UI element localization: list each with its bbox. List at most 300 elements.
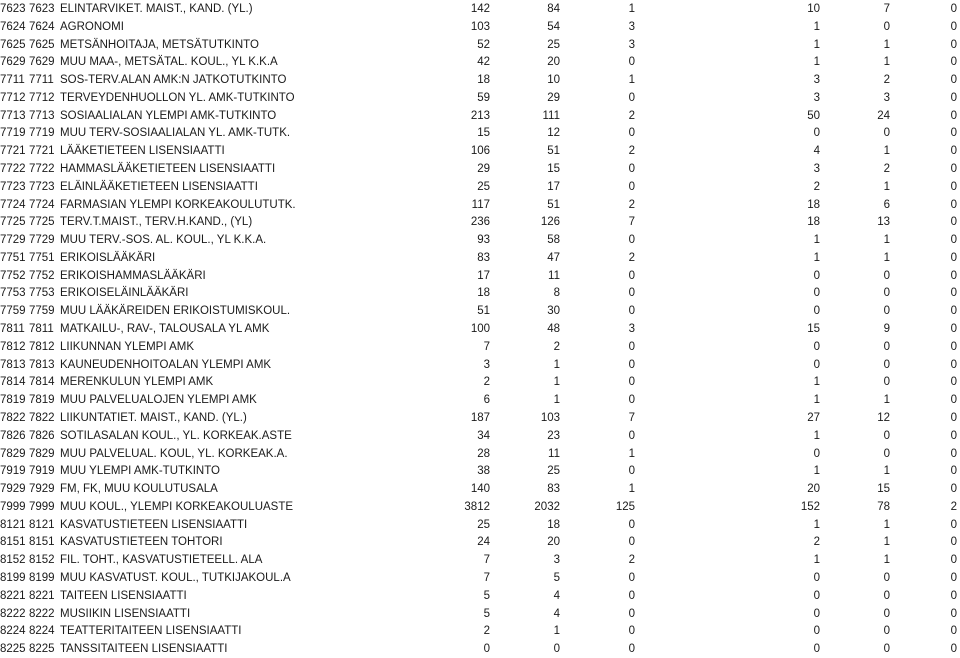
- row-name: MUSIIKIN LISENSIAATTI: [60, 607, 191, 620]
- row-code-repeat: 7999: [29, 500, 55, 513]
- table-row: [0, 516, 960, 534]
- row-value-3: 0: [628, 358, 635, 371]
- row-value-2: 48: [547, 323, 560, 336]
- row-value-1: 15: [477, 127, 490, 140]
- table-row: [0, 338, 960, 356]
- row-name: MUU PALVELUALOJEN YLEMPI AMK: [60, 394, 257, 407]
- row-value-4: 0: [813, 269, 820, 282]
- table-row: [0, 551, 960, 569]
- row-value-5: 13: [877, 216, 890, 229]
- row-value-6: 0: [950, 429, 957, 442]
- row-code: 7722: [0, 163, 26, 176]
- row-code-repeat: 7751: [29, 251, 55, 264]
- row-code: 7751: [0, 251, 26, 264]
- row-name: TAITEEN LISENSIAATTI: [60, 589, 187, 602]
- row-value-6: 0: [950, 358, 957, 371]
- row-value-2: 58: [547, 234, 560, 247]
- row-name: SOSIAALIALAN YLEMPI AMK-TUTKINTO: [60, 109, 277, 122]
- row-value-6: 0: [950, 163, 957, 176]
- row-value-2: 10: [547, 74, 560, 87]
- row-value-1: 7: [483, 340, 490, 353]
- row-value-6: 0: [950, 269, 957, 282]
- row-code: 7729: [0, 234, 26, 247]
- row-value-5: 0: [883, 358, 890, 371]
- row-name: HAMMASLÄÄKETIETEEN LISENSIAATTI: [60, 163, 276, 176]
- row-value-1: 187: [470, 411, 490, 424]
- row-code-repeat: 7919: [29, 465, 55, 478]
- row-value-4: 20: [807, 483, 820, 496]
- row-value-1: 25: [477, 180, 490, 193]
- row-value-2: 5: [553, 571, 560, 584]
- row-value-4: 1: [813, 251, 820, 264]
- table-row: [0, 89, 960, 107]
- row-value-4: 0: [813, 127, 820, 140]
- row-value-5: 1: [883, 465, 890, 478]
- row-value-2: 83: [547, 483, 560, 496]
- row-value-4: 1: [813, 465, 820, 478]
- row-value-1: 52: [477, 38, 490, 51]
- row-value-2: 2032: [534, 500, 560, 513]
- row-code: 7919: [0, 465, 26, 478]
- row-code: 8151: [0, 536, 26, 549]
- row-value-3: 1: [628, 3, 635, 15]
- table-row: [0, 391, 960, 409]
- row-code-repeat: 8225: [29, 643, 55, 656]
- row-value-3: 0: [628, 305, 635, 318]
- row-value-1: 42: [477, 56, 490, 69]
- row-code-repeat: 8224: [29, 625, 55, 638]
- row-value-6: 0: [950, 216, 957, 229]
- row-value-3: 0: [628, 91, 635, 104]
- row-value-2: 20: [547, 56, 560, 69]
- row-value-2: 15: [547, 163, 560, 176]
- row-value-4: 0: [813, 340, 820, 353]
- row-value-4: 1: [813, 394, 820, 407]
- row-code: 7759: [0, 305, 26, 318]
- row-value-4: 0: [813, 571, 820, 584]
- row-value-3: 0: [628, 340, 635, 353]
- row-value-4: 0: [813, 358, 820, 371]
- row-value-3: 7: [628, 216, 635, 229]
- row-name: MUU PALVELUAL. KOUL, YL. KORKEAK.A.: [60, 447, 288, 460]
- row-value-3: 0: [628, 536, 635, 549]
- table-row: [0, 124, 960, 142]
- row-value-1: 100: [470, 323, 490, 336]
- row-value-4: 1: [813, 518, 820, 531]
- row-value-2: 18: [547, 518, 560, 531]
- row-value-3: 3: [628, 38, 635, 51]
- row-value-6: 0: [950, 625, 957, 638]
- row-value-4: 1: [813, 376, 820, 389]
- table-row: [0, 71, 960, 89]
- row-value-3: 0: [628, 269, 635, 282]
- row-value-3: 3: [628, 323, 635, 336]
- row-value-1: 93: [477, 234, 490, 247]
- row-value-2: 103: [540, 411, 560, 424]
- row-value-4: 15: [807, 323, 820, 336]
- table-row: [0, 142, 960, 160]
- row-name: KAUNEUDENHOITOALAN YLEMPI AMK: [60, 358, 272, 371]
- table-row: [0, 36, 960, 54]
- row-value-5: 1: [883, 554, 890, 567]
- row-value-2: 4: [553, 589, 560, 602]
- row-value-6: 0: [950, 340, 957, 353]
- table-row: [0, 373, 960, 391]
- row-value-4: 2: [813, 536, 820, 549]
- row-value-4: 0: [813, 589, 820, 602]
- table-row: [0, 213, 960, 231]
- row-value-3: 0: [628, 394, 635, 407]
- row-value-3: 0: [628, 465, 635, 478]
- row-value-1: 3: [483, 358, 490, 371]
- row-name: MERENKULUN YLEMPI AMK: [60, 376, 214, 389]
- row-value-5: 9: [883, 323, 890, 336]
- row-value-5: 1: [883, 518, 890, 531]
- row-value-4: 27: [807, 411, 820, 424]
- row-value-6: 0: [950, 411, 957, 424]
- row-code: 7629: [0, 56, 26, 69]
- row-value-6: 0: [950, 465, 957, 478]
- row-code: 7814: [0, 376, 26, 389]
- row-value-5: 24: [877, 109, 890, 122]
- table-row: [0, 445, 960, 463]
- row-value-4: 1: [813, 20, 820, 33]
- row-value-1: 34: [477, 429, 490, 442]
- table-row: [0, 409, 960, 427]
- row-code-repeat: 8151: [29, 536, 55, 549]
- row-value-6: 0: [950, 305, 957, 318]
- row-code-repeat: 7624: [29, 20, 55, 33]
- row-value-2: 11: [548, 269, 560, 282]
- row-value-5: 1: [883, 56, 890, 69]
- row-value-6: 0: [950, 447, 957, 460]
- row-code-repeat: 7712: [29, 91, 55, 104]
- table-row: [0, 569, 960, 587]
- row-code-repeat: 7629: [29, 56, 55, 69]
- row-value-6: 0: [950, 145, 957, 158]
- row-value-5: 12: [877, 411, 890, 424]
- row-value-2: 17: [547, 180, 560, 193]
- row-value-6: 0: [950, 394, 957, 407]
- row-code: 7723: [0, 180, 26, 193]
- row-name: TERV.T.MAIST., TERV.H.KAND., (YL): [60, 216, 253, 229]
- row-value-3: 1: [628, 447, 635, 460]
- row-value-1: 24: [477, 536, 490, 549]
- row-value-4: 10: [807, 3, 820, 15]
- row-name: LIIKUNNAN YLEMPI AMK: [60, 340, 194, 353]
- row-code: 7929: [0, 483, 26, 496]
- row-code: 7812: [0, 340, 26, 353]
- row-value-3: 0: [628, 625, 635, 638]
- row-value-6: 0: [950, 198, 957, 211]
- row-code-repeat: 7724: [29, 198, 55, 211]
- row-code: 7712: [0, 91, 26, 104]
- row-name: MUU KASVATUST. KOUL., TUTKIJAKOUL.A: [60, 571, 291, 584]
- row-code: 8199: [0, 571, 26, 584]
- row-value-6: 0: [950, 287, 957, 300]
- row-name: MUU TERV.-SOS. AL. KOUL., YL K.K.A.: [60, 234, 267, 247]
- row-value-1: 7: [483, 571, 490, 584]
- row-value-4: 152: [800, 500, 820, 513]
- row-value-4: 3: [813, 163, 820, 176]
- row-value-5: 1: [883, 234, 890, 247]
- row-value-5: 2: [883, 163, 890, 176]
- row-code: 8222: [0, 607, 26, 620]
- row-value-6: 0: [950, 20, 957, 33]
- row-value-2: 25: [547, 38, 560, 51]
- row-value-2: 29: [547, 91, 560, 104]
- row-value-1: 236: [470, 216, 490, 229]
- row-value-1: 6: [483, 394, 490, 407]
- row-value-4: 3: [813, 74, 820, 87]
- row-value-5: 3: [883, 91, 890, 104]
- row-value-5: 1: [883, 38, 890, 51]
- row-code: 7711: [0, 74, 25, 87]
- row-value-6: 0: [950, 607, 957, 620]
- row-value-3: 0: [628, 429, 635, 442]
- table-row: [0, 107, 960, 125]
- table-row: [0, 462, 960, 480]
- row-value-2: 25: [547, 465, 560, 478]
- row-value-2: 51: [547, 198, 560, 211]
- row-name: LÄÄKETIETEEN LISENSIAATTI: [60, 145, 225, 158]
- row-code-repeat: 8121: [29, 518, 55, 531]
- row-value-3: 7: [628, 411, 635, 424]
- table-row: [0, 640, 960, 658]
- row-value-3: 0: [628, 163, 635, 176]
- row-value-6: 0: [950, 376, 957, 389]
- row-value-5: 2: [883, 74, 890, 87]
- row-value-3: 0: [628, 180, 635, 193]
- table-row: [0, 605, 960, 623]
- row-value-1: 38: [477, 465, 490, 478]
- row-code-repeat: 7752: [29, 269, 55, 282]
- table-row: [0, 498, 960, 516]
- row-code-repeat: 7826: [29, 429, 55, 442]
- row-name: ELINTARVIKET. MAIST., KAND. (YL.): [60, 3, 253, 15]
- row-value-4: 0: [813, 643, 820, 656]
- row-value-4: 50: [807, 109, 820, 122]
- row-value-1: 83: [477, 251, 490, 264]
- row-value-5: 0: [883, 429, 890, 442]
- row-code-repeat: 8199: [29, 571, 55, 584]
- row-value-5: 0: [883, 376, 890, 389]
- row-code: 7719: [0, 127, 26, 140]
- row-name: ERIKOISELÄINLÄÄKÄRI: [60, 287, 189, 300]
- row-value-4: 1: [813, 429, 820, 442]
- row-value-1: 140: [470, 483, 490, 496]
- row-value-1: 29: [477, 163, 490, 176]
- table-row: [0, 18, 960, 36]
- row-value-1: 5: [483, 589, 490, 602]
- row-value-5: 0: [883, 127, 890, 140]
- row-value-5: 6: [883, 198, 890, 211]
- row-value-5: 7: [883, 3, 890, 15]
- row-value-3: 0: [628, 607, 635, 620]
- row-name: TANSSITAITEEN LISENSIAATTI: [60, 643, 228, 656]
- row-value-5: 0: [883, 571, 890, 584]
- row-name: MUU KOUL., YLEMPI KORKEAKOULUASTE: [60, 500, 294, 513]
- row-code-repeat: 7725: [29, 216, 55, 229]
- table-row: [0, 533, 960, 551]
- row-value-1: 51: [477, 305, 490, 318]
- row-value-3: 3: [628, 20, 635, 33]
- row-value-1: 2: [483, 625, 490, 638]
- row-code: 8221: [0, 589, 26, 602]
- row-name: MUU TERV-SOSIAALIALAN YL. AMK-TUTK.: [60, 127, 291, 140]
- row-value-5: 0: [883, 20, 890, 33]
- row-value-6: 0: [950, 536, 957, 549]
- row-value-6: 0: [950, 589, 957, 602]
- row-value-5: 0: [883, 340, 890, 353]
- row-value-6: 0: [950, 127, 957, 140]
- row-value-5: 1: [883, 251, 890, 264]
- row-value-1: 142: [470, 3, 490, 15]
- row-value-6: 2: [950, 500, 957, 513]
- row-value-1: 18: [477, 287, 490, 300]
- row-value-6: 0: [950, 74, 957, 87]
- row-value-5: 1: [883, 394, 890, 407]
- row-value-2: 3: [553, 554, 560, 567]
- row-value-6: 0: [950, 643, 957, 656]
- row-value-3: 0: [628, 376, 635, 389]
- row-value-3: 1: [628, 74, 635, 87]
- table-row: [0, 0, 960, 18]
- row-value-4: 2: [813, 180, 820, 193]
- row-code-repeat: 7721: [29, 145, 55, 158]
- row-value-2: 11: [548, 447, 560, 460]
- row-value-6: 0: [950, 518, 957, 531]
- table-row: [0, 231, 960, 249]
- row-value-4: 0: [813, 447, 820, 460]
- row-name: AGRONOMI: [60, 20, 124, 33]
- row-value-2: 0: [553, 643, 560, 656]
- row-value-2: 20: [547, 536, 560, 549]
- row-code: 7725: [0, 216, 26, 229]
- row-value-1: 0: [483, 643, 490, 656]
- table-row: [0, 480, 960, 498]
- row-value-4: 3: [813, 91, 820, 104]
- row-value-2: 1: [553, 376, 560, 389]
- row-code-repeat: 7811: [29, 323, 54, 336]
- table-row: [0, 302, 960, 320]
- row-value-6: 0: [950, 109, 957, 122]
- row-value-1: 18: [477, 74, 490, 87]
- row-value-1: 103: [470, 20, 490, 33]
- row-value-6: 0: [950, 571, 957, 584]
- row-code: 8225: [0, 643, 26, 656]
- row-code-repeat: 7625: [29, 38, 55, 51]
- row-name: FARMASIAN YLEMPI KORKEAKOULUTUTK.: [60, 198, 296, 211]
- row-value-6: 0: [950, 3, 957, 15]
- row-value-4: 1: [813, 56, 820, 69]
- table-row: [0, 320, 960, 338]
- row-value-3: 0: [628, 56, 635, 69]
- row-code-repeat: 7814: [29, 376, 55, 389]
- row-value-3: 2: [628, 251, 635, 264]
- row-code-repeat: 7929: [29, 483, 55, 496]
- row-value-1: 28: [477, 447, 490, 460]
- row-code-repeat: 7822: [29, 411, 55, 424]
- row-value-3: 0: [628, 589, 635, 602]
- row-code: 7752: [0, 269, 26, 282]
- row-value-5: 0: [883, 643, 890, 656]
- row-value-1: 106: [470, 145, 490, 158]
- row-value-6: 0: [950, 251, 957, 264]
- row-value-6: 0: [950, 483, 957, 496]
- row-name: ERIKOISHAMMASLÄÄKÄRI: [60, 269, 206, 282]
- row-name: ELÄINLÄÄKETIETEEN LISENSIAATTI: [60, 180, 258, 193]
- row-value-3: 0: [628, 643, 635, 656]
- row-value-6: 0: [950, 56, 957, 69]
- row-code: 7753: [0, 287, 26, 300]
- row-code-repeat: 7819: [29, 394, 55, 407]
- row-value-3: 2: [628, 145, 635, 158]
- row-name: SOS-TERV.ALAN AMK:N JATKOTUTKINTO: [60, 74, 287, 87]
- row-code-repeat: 7713: [29, 109, 55, 122]
- row-value-3: 2: [628, 109, 635, 122]
- row-value-1: 7: [483, 554, 490, 567]
- row-value-1: 25: [477, 518, 490, 531]
- row-value-4: 1: [813, 554, 820, 567]
- row-name: MUU LÄÄKÄREIDEN ERIKOISTUMISKOUL.: [60, 305, 291, 318]
- row-code: 7811: [0, 323, 25, 336]
- row-value-4: 1: [813, 38, 820, 51]
- row-code: 7826: [0, 429, 26, 442]
- row-name: KASVATUSTIETEEN TOHTORI: [60, 536, 223, 549]
- table-row: [0, 178, 960, 196]
- table-row: [0, 587, 960, 605]
- row-value-5: 1: [883, 145, 890, 158]
- row-value-6: 0: [950, 38, 957, 51]
- row-code-repeat: 7623: [29, 3, 55, 15]
- row-name: SOTILASALAN KOUL., YL. KORKEAK.ASTE: [60, 429, 292, 442]
- row-value-2: 30: [547, 305, 560, 318]
- row-value-5: 0: [883, 589, 890, 602]
- row-value-5: 1: [883, 536, 890, 549]
- row-name: TEATTERITAITEEN LISENSIAATTI: [60, 625, 242, 638]
- row-value-3: 0: [628, 571, 635, 584]
- row-code: 7819: [0, 394, 26, 407]
- row-value-2: 47: [547, 251, 560, 264]
- row-code: 8152: [0, 554, 26, 567]
- row-code-repeat: 7729: [29, 234, 55, 247]
- row-value-4: 4: [813, 145, 820, 158]
- row-value-2: 84: [547, 3, 560, 15]
- row-name: MUU MAA-, METSÄTAL. KOUL., YL K.K.A: [60, 56, 278, 69]
- table-row: [0, 267, 960, 285]
- row-value-6: 0: [950, 554, 957, 567]
- row-code-repeat: 7722: [29, 163, 55, 176]
- table-row: [0, 196, 960, 214]
- row-value-2: 126: [540, 216, 560, 229]
- row-name: ERIKOISLÄÄKÄRI: [60, 251, 156, 264]
- row-value-2: 8: [553, 287, 560, 300]
- table-row: [0, 249, 960, 267]
- row-value-1: 59: [477, 91, 490, 104]
- row-value-3: 0: [628, 518, 635, 531]
- table-row: [0, 53, 960, 71]
- row-value-6: 0: [950, 91, 957, 104]
- row-value-1: 17: [477, 269, 490, 282]
- row-value-4: 18: [807, 216, 820, 229]
- row-code: 8224: [0, 625, 26, 638]
- row-value-2: 2: [553, 340, 560, 353]
- row-value-3: 125: [615, 500, 635, 513]
- row-value-2: 12: [547, 127, 560, 140]
- row-code: 7999: [0, 500, 26, 513]
- row-code-repeat: 8221: [29, 589, 55, 602]
